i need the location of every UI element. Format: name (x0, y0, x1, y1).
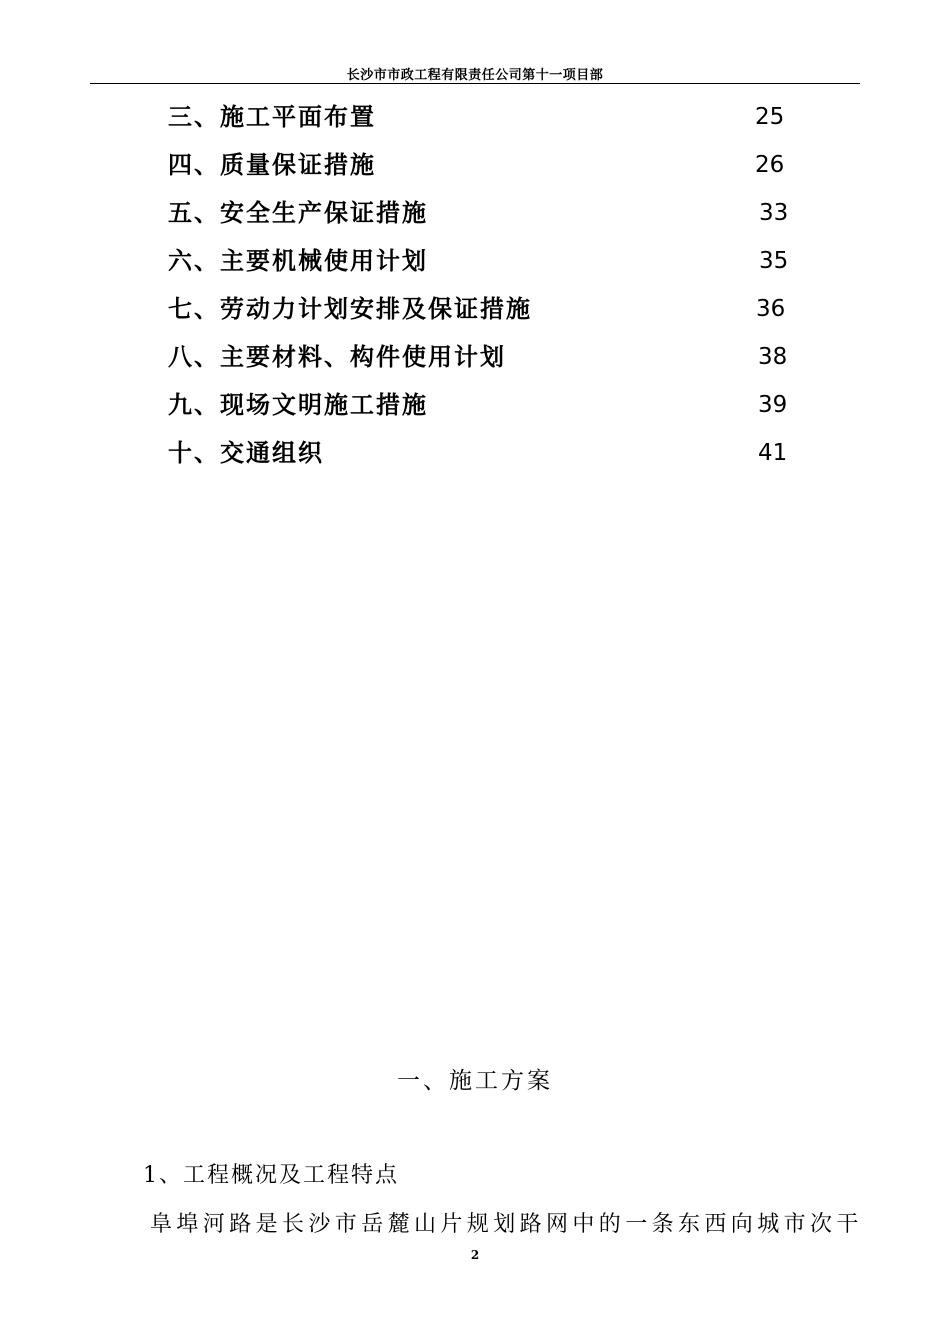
toc-item[interactable] (168, 245, 788, 277)
toc-item-label: 九、现场文明施工措施 (168, 391, 428, 419)
toc-item[interactable] (168, 197, 788, 229)
toc-item-label: 八、主要材料、构件使用计划 (168, 343, 506, 371)
toc-item[interactable] (168, 149, 788, 181)
header-title: 长沙市市政工程有限责任公司第十一项目部 (346, 68, 604, 83)
toc-item[interactable] (168, 293, 788, 325)
toc-item-page: 36 (756, 296, 786, 322)
header-divider (90, 83, 860, 84)
toc-item[interactable] (168, 341, 788, 373)
toc-item-label: 六、主要机械使用计划 (168, 247, 428, 275)
toc-item-page: 25 (755, 104, 785, 130)
section-title: 一、施工方案 (397, 1068, 553, 1094)
toc-item[interactable] (168, 389, 788, 421)
toc-item-label: 五、安全生产保证措施 (168, 199, 428, 227)
toc-item-page: 38 (758, 344, 788, 370)
toc-item-label: 七、劳动力计划安排及保证措施 (168, 295, 532, 323)
toc-item-label: 四、质量保证措施 (168, 151, 376, 179)
toc-item-page: 35 (759, 248, 789, 274)
toc-item-page: 33 (759, 200, 789, 226)
toc-item-page: 41 (758, 440, 788, 466)
toc-item-label: 十、交通组织 (168, 439, 324, 467)
page-number: 2 (470, 1248, 480, 1262)
toc-item[interactable] (168, 437, 788, 469)
toc-item-page: 39 (758, 392, 788, 418)
toc-item-page: 26 (755, 152, 785, 178)
subsection-title: 1、工程概况及工程特点 (143, 1163, 399, 1188)
toc-item-label: 三、施工平面布置 (168, 103, 376, 131)
toc-item[interactable] (168, 101, 788, 133)
body-paragraph: 阜埠河路是长沙市岳麓山片规划路网中的一条东西向城市次干 (150, 1212, 863, 1237)
